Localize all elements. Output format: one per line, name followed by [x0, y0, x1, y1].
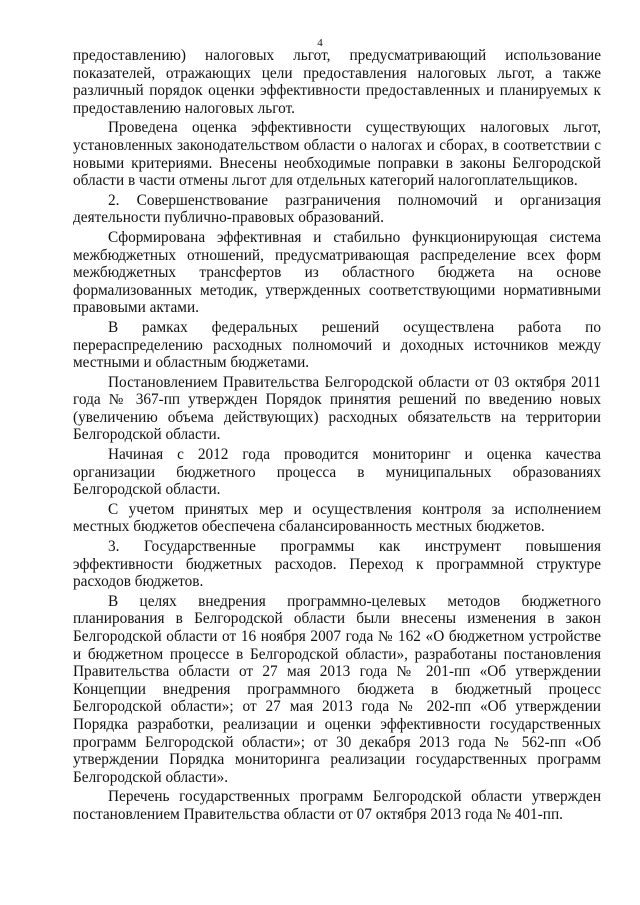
page-number: 4: [317, 37, 323, 49]
paragraph-resolution-367: Постановлением Правительства Белгородской области от 03 октября 2011 года № 367-пп утвержден Порядок принятия решений по введению новых (увеличению объема действующих) расходных обязательств на территории Белгородской области.: [73, 373, 601, 444]
paragraph-federal-decisions: В рамках федеральных решений осуществлена работа по перераспределению расходных полномочий и доходных источников между местными и областным бюджетами.: [73, 318, 601, 372]
paragraph-program-list: Перечень государственных программ Белгородской области утвержден постановлением Правительства области от 07 октября 2013 года № 401-пп.: [73, 788, 601, 823]
paragraph-monitoring-2012: Начиная с 2012 года проводится мониторинг и оценка качества организации бюджетного процесса в муниципальных образованиях Белгородской области.: [73, 446, 601, 499]
paragraph-tax-benefit-procedure: предоставлению) налоговых льгот, предусматривающий использование показателей, отражающих цели предоставления налоговых льгот, а также различный порядок оценки эффективности предоставленных и планируемых к предоставлению налоговых льгот.: [73, 47, 601, 117]
document-body: [73, 47, 601, 824]
paragraph-tax-benefit-evaluation: Проведена оценка эффективности существующих налоговых льгот, установленных законодательством области о налогах и сборах, в соответствии с новыми критериями. Внесены необходимые поправки в законы Белгородской области в части отмены льгот для отдельных категорий налогоплательщиков.: [73, 119, 601, 190]
paragraph-section-2-heading: 2. Совершенствование разграничения полномочий и организация деятельности публично-правовых образований.: [73, 191, 601, 227]
paragraph-program-methods: В целях внедрения программно-целевых методов бюджетного планирования в Белгородской области были внесены изменения в закон Белгородской области от 16 ноября 2007 года № 162 «О бюджетном устройстве и бюджетном процессе в Белгородской области», разработаны постановления Правительства области от 27 мая 2013 года № 201-пп «Об утверждении Концепции внедрения программного бюджета в бюджетный процесс Белгородской области»; от 27 мая 2013 года № 202-пп «Об утверждении Порядка разработки, реализации и оценки эффективности государственных программ Белгородской области»; от 30 декабря 2013 года № 562-пп «Об утверждении Порядка мониторинга реализации государственных программ Белгородской области».: [73, 592, 601, 786]
paragraph-local-budget-balance: С учетом принятых мер и осуществления контроля за исполнением местных бюджетов обеспечена сбалансированность местных бюджетов.: [73, 500, 601, 536]
paragraph-section-3-heading: 3. Государственные программы как инструмент повышения эффективности бюджетных расходов. Переход к программной структуре расходов бюджетов.: [73, 538, 601, 591]
paragraph-interbudget-system: Сформирована эффективная и стабильно функционирующая система межбюджетных отношений, предусматривающая распределение всех форм межбюджетных трансфертов из областного бюджета на основе формализованных методик, утвержденных соответствующими нормативными правовыми актами.: [73, 228, 601, 317]
